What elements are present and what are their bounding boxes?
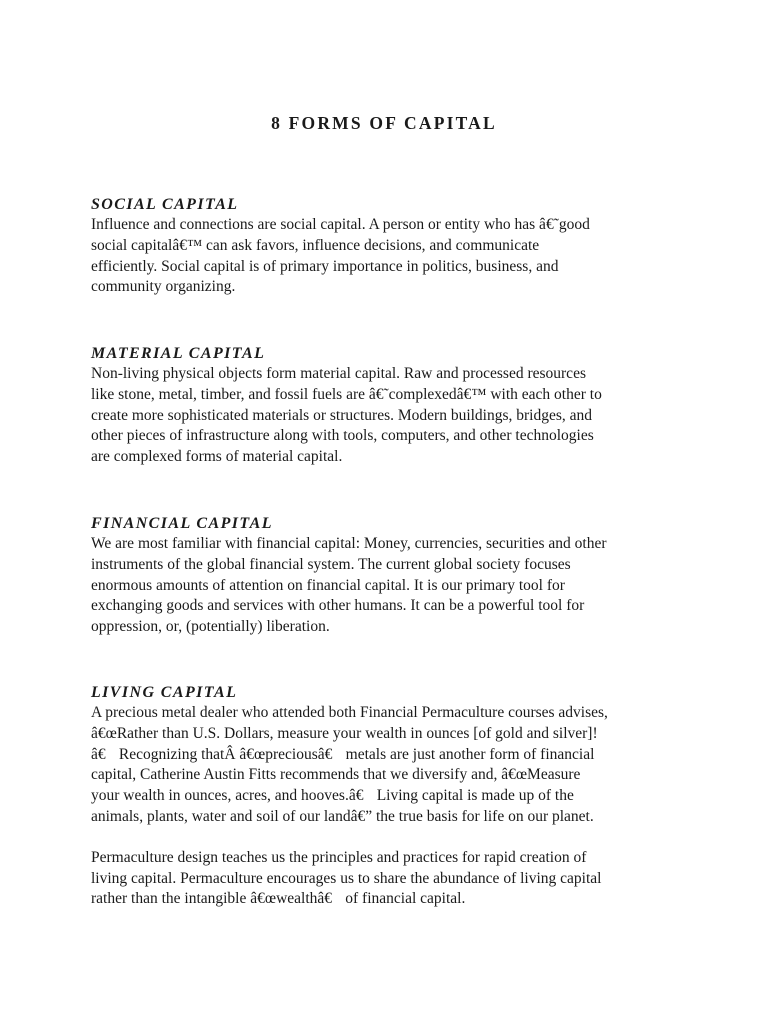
section-social-capital (91, 194, 691, 298)
section-paragraph: Influence and connections are social capital. A person or entity who has â€˜good social capitalâ€™ can ask favors, influence decisions, and communicate efficiently. Social capital is of primary importance in politics, business, and community organizing. (91, 216, 590, 296)
section-heading: LIVING CAPITAL (91, 684, 238, 701)
document-title: 8 FORMS OF CAPITAL (271, 113, 497, 133)
section-paragraph: A precious metal dealer who attended both Financial Permaculture courses advises, â€œRather than U.S. Dollars, measure your wealth in ounces [of gold and silver]! â€ Recognizing thatÂ â€œpreciousâ€ metals are just another form of financial capital, Catherine Austin Fitts recommends that we diversify and, â€œMeasure your wealth in ounces, acres, and hooves.â€ Living capital is made up of the animals, plants, water and soil of our landâ€” the true basis for life on our planet. (91, 704, 608, 825)
section-heading: FINANCIAL CAPITAL (91, 515, 273, 532)
section-paragraph: Non-living physical objects form material capital. Raw and processed resources like stone, metal, timber, and fossil fuels are â€˜complexedâ€™ with each other to create more sophisticated materials or structures. Modern buildings, bridges, and other pieces of infrastructure along with tools, computers, and other technologies are complexed forms of material capital. (91, 365, 602, 466)
section-material-capital (91, 343, 691, 468)
section-financial-capital (91, 513, 691, 638)
section-paragraph: We are most familiar with financial capital: Money, currencies, securities and other instruments of the global financial system. The current global society focuses enormous amounts of attention on financial capital. It is our primary tool for exchanging goods and services with other humans. It can be a powerful tool for oppression, or, (potentially) liberation. (91, 535, 607, 636)
section-heading: MATERIAL CAPITAL (91, 345, 266, 362)
section-living-capital (91, 682, 691, 910)
section-paragraph: Permaculture design teaches us the principles and practices for rapid creation of living capital. Permaculture encourages us to share the abundance of living capital rather than the intangible â€œwealthâ€ of financial capital. (91, 848, 602, 908)
section-heading: SOCIAL CAPITAL (91, 196, 239, 213)
